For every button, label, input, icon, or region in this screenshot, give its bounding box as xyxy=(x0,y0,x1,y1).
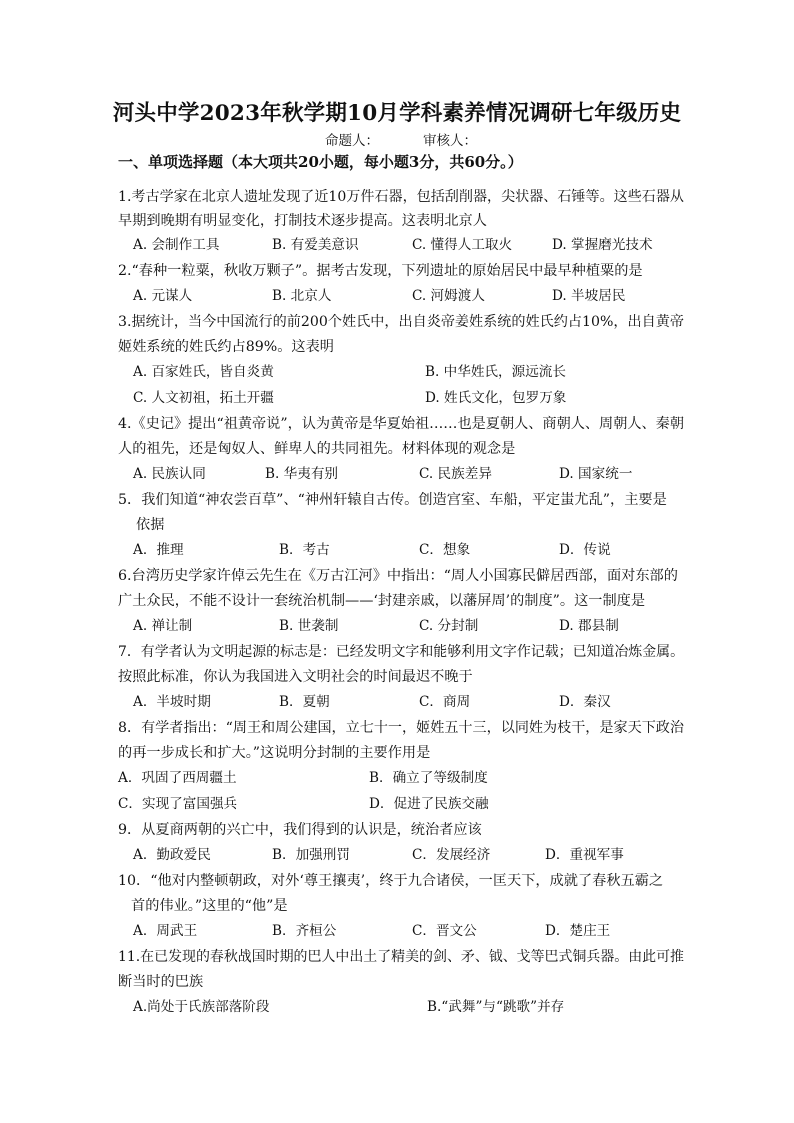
question-10-option-a: A．周武王 xyxy=(133,923,198,939)
question-9-option-c: C．发展经济 xyxy=(412,847,491,863)
question-1-stem-line-2: 早期到晚期有明显变化，打制技术逐步提高。这表明北京人 xyxy=(118,213,487,229)
question-4-stem-line-1: 4.《史记》提出“祖黄帝说”，认为黄帝是华夏始祖……也是夏朝人、商朝人、周朝人、秦朝 xyxy=(118,416,684,432)
question-1-option-b: B. 有爱美意识 xyxy=(272,237,359,253)
question-7-option-b: B．夏朝 xyxy=(279,694,330,710)
question-10-stem-line-1: 10．“他对内整顿朝政，对外‘尊王攘夷’，终于九合诸侯，一匡天下，成就了春秋五霸之 xyxy=(118,873,664,889)
question-6-option-b: B. 世袭制 xyxy=(279,618,339,634)
question-8-option-b: B．确立了等级制度 xyxy=(369,770,488,786)
question-1-option-c: C. 懂得人工取火 xyxy=(412,237,513,253)
question-8-stem-line-2: 的再一步成长和扩大。”这说明分封制的主要作用是 xyxy=(118,745,431,761)
question-3-option-a: A. 百家姓氏，皆自炎黄 xyxy=(133,364,274,380)
question-2-stem-line-1: 2.“春种一粒粟，秋收万颗子”。据考古发现，下列遗址的原始居民中最早种植粟的是 xyxy=(118,263,643,279)
question-8-stem-line-1: 8．有学者指出：“周王和周公建国，立七十一，姬姓五十三，以同姓为枝干，是家天下政治 xyxy=(118,720,684,736)
question-3-stem-line-1: 3.据统计，当今中国流行的前200个姓氏中，出自炎帝姜姓系统的姓氏约占10%，出自黄帝 xyxy=(118,314,684,330)
question-9-stem-line-1: 9．从夏商两朝的兴亡中，我们得到的认识是，统治者应该 xyxy=(118,822,482,838)
question-3-stem-line-2: 姬姓系统的姓氏约占89%。这表明 xyxy=(118,339,334,355)
question-9-option-b: B．加强刑罚 xyxy=(272,847,350,863)
question-9-option-d: D．重视军事 xyxy=(545,847,624,863)
question-11-option-a: A.尚处于氏族部落阶段 xyxy=(133,999,270,1015)
question-2-option-a: A. 元谋人 xyxy=(133,288,193,304)
question-3-option-c: C. 人文初祖，拓土开疆 xyxy=(133,390,274,406)
question-1-stem-line-1: 1.考古学家在北京人遗址发现了近10万件石器，包括刮削器，尖状器、石锤等。这些石器从 xyxy=(118,189,684,205)
author-line xyxy=(325,129,477,149)
question-3-option-d: D. 姓氏文化，包罗万象 xyxy=(425,390,567,406)
question-4-option-b: B. 华夷有别 xyxy=(265,466,339,482)
question-5-option-b: B．考古 xyxy=(279,542,330,558)
reviewer-label: 审核人： xyxy=(423,133,477,149)
question-7-stem-line-1: 7．有学者认为文明起源的标志是：已经发明文字和能够利用文字作记载；已知道冶炼金属。 xyxy=(118,644,684,660)
question-5-option-d: D．传说 xyxy=(559,542,611,558)
question-7-option-a: A．半坡时期 xyxy=(133,694,211,710)
question-6-stem-line-2: 广土众民，不能不设计一套统治机制——‘封建亲戚，以藩屏周’的制度”。这一制度是 xyxy=(118,593,646,609)
question-4-option-c: C. 民族差异 xyxy=(419,466,492,482)
question-6-option-d: D. 郡县制 xyxy=(559,618,619,634)
question-10-option-b: B．齐桓公 xyxy=(272,923,337,939)
question-10-option-c: C．晋文公 xyxy=(412,923,477,939)
question-3-option-b: B. 中华姓氏，源远流长 xyxy=(425,364,566,380)
question-5-option-a: A．推理 xyxy=(133,542,184,558)
question-2-option-b: B. 北京人 xyxy=(272,288,332,304)
question-10-stem-line-2: 首的伟业。”这里的“他”是 xyxy=(131,898,288,914)
question-4-stem-line-2: 人的祖先，还是匈奴人、鲜卑人的共同祖先。材料体现的观念是 xyxy=(118,441,516,457)
question-2-option-c: C. 河姆渡人 xyxy=(412,288,485,304)
question-4-option-a: A. 民族认同 xyxy=(133,466,206,482)
question-5-option-c: C．想象 xyxy=(419,542,471,558)
question-8-option-d: D．促进了民族交融 xyxy=(369,796,489,812)
question-9-option-a: A．勤政爱民 xyxy=(133,847,211,863)
question-8-option-a: A．巩固了西周疆土 xyxy=(118,770,237,786)
question-5-stem-line-2: 依据 xyxy=(136,517,165,533)
question-7-option-c: C．商周 xyxy=(419,694,471,710)
question-11-stem-line-2: 断当时的巴族 xyxy=(118,974,204,990)
question-10-option-d: D．楚庄王 xyxy=(545,923,611,939)
question-5-stem-line-1: 5．我们知道“神农尝百草”、“神州轩辕自古传。创造宫室、车船，平定蚩尤乱”，主要是 xyxy=(118,492,667,508)
question-4-option-d: D. 国家统一 xyxy=(559,466,633,482)
question-6-option-a: A. 禅让制 xyxy=(133,618,193,634)
setter-label: 命题人： xyxy=(325,133,379,149)
question-2-option-d: D. 半坡居民 xyxy=(552,288,626,304)
question-11-stem-line-1: 11.在已发现的春秋战国时期的巴人中出土了精美的剑、矛、钺、戈等巴式铜兵器。由此可推 xyxy=(118,949,684,965)
question-11-option-b: B.“武舞”与“跳歌”并存 xyxy=(427,999,565,1015)
question-1-option-d: D. 掌握磨光技术 xyxy=(552,237,653,253)
question-6-stem-line-1: 6.台湾历史学家许倬云先生在《万古江河》中指出：“周人小国寡民僻居西部，面对东部的 xyxy=(118,568,678,584)
question-1-option-a: A. 会制作工具 xyxy=(133,237,220,253)
question-7-option-d: D．秦汉 xyxy=(559,694,611,710)
question-8-option-c: C．实现了富国强兵 xyxy=(118,796,238,812)
question-7-stem-line-2: 按照此标准，你认为我国进入文明社会的时间最迟不晚于 xyxy=(118,669,473,685)
section-heading: 一、单项选择题（本大项共20小题，每小题3分，共60分。） xyxy=(118,153,523,171)
page-title: 河头中学2023年秋学期10月学科素养情况调研七年级历史 xyxy=(112,101,682,126)
question-6-option-c: C. 分封制 xyxy=(419,618,479,634)
